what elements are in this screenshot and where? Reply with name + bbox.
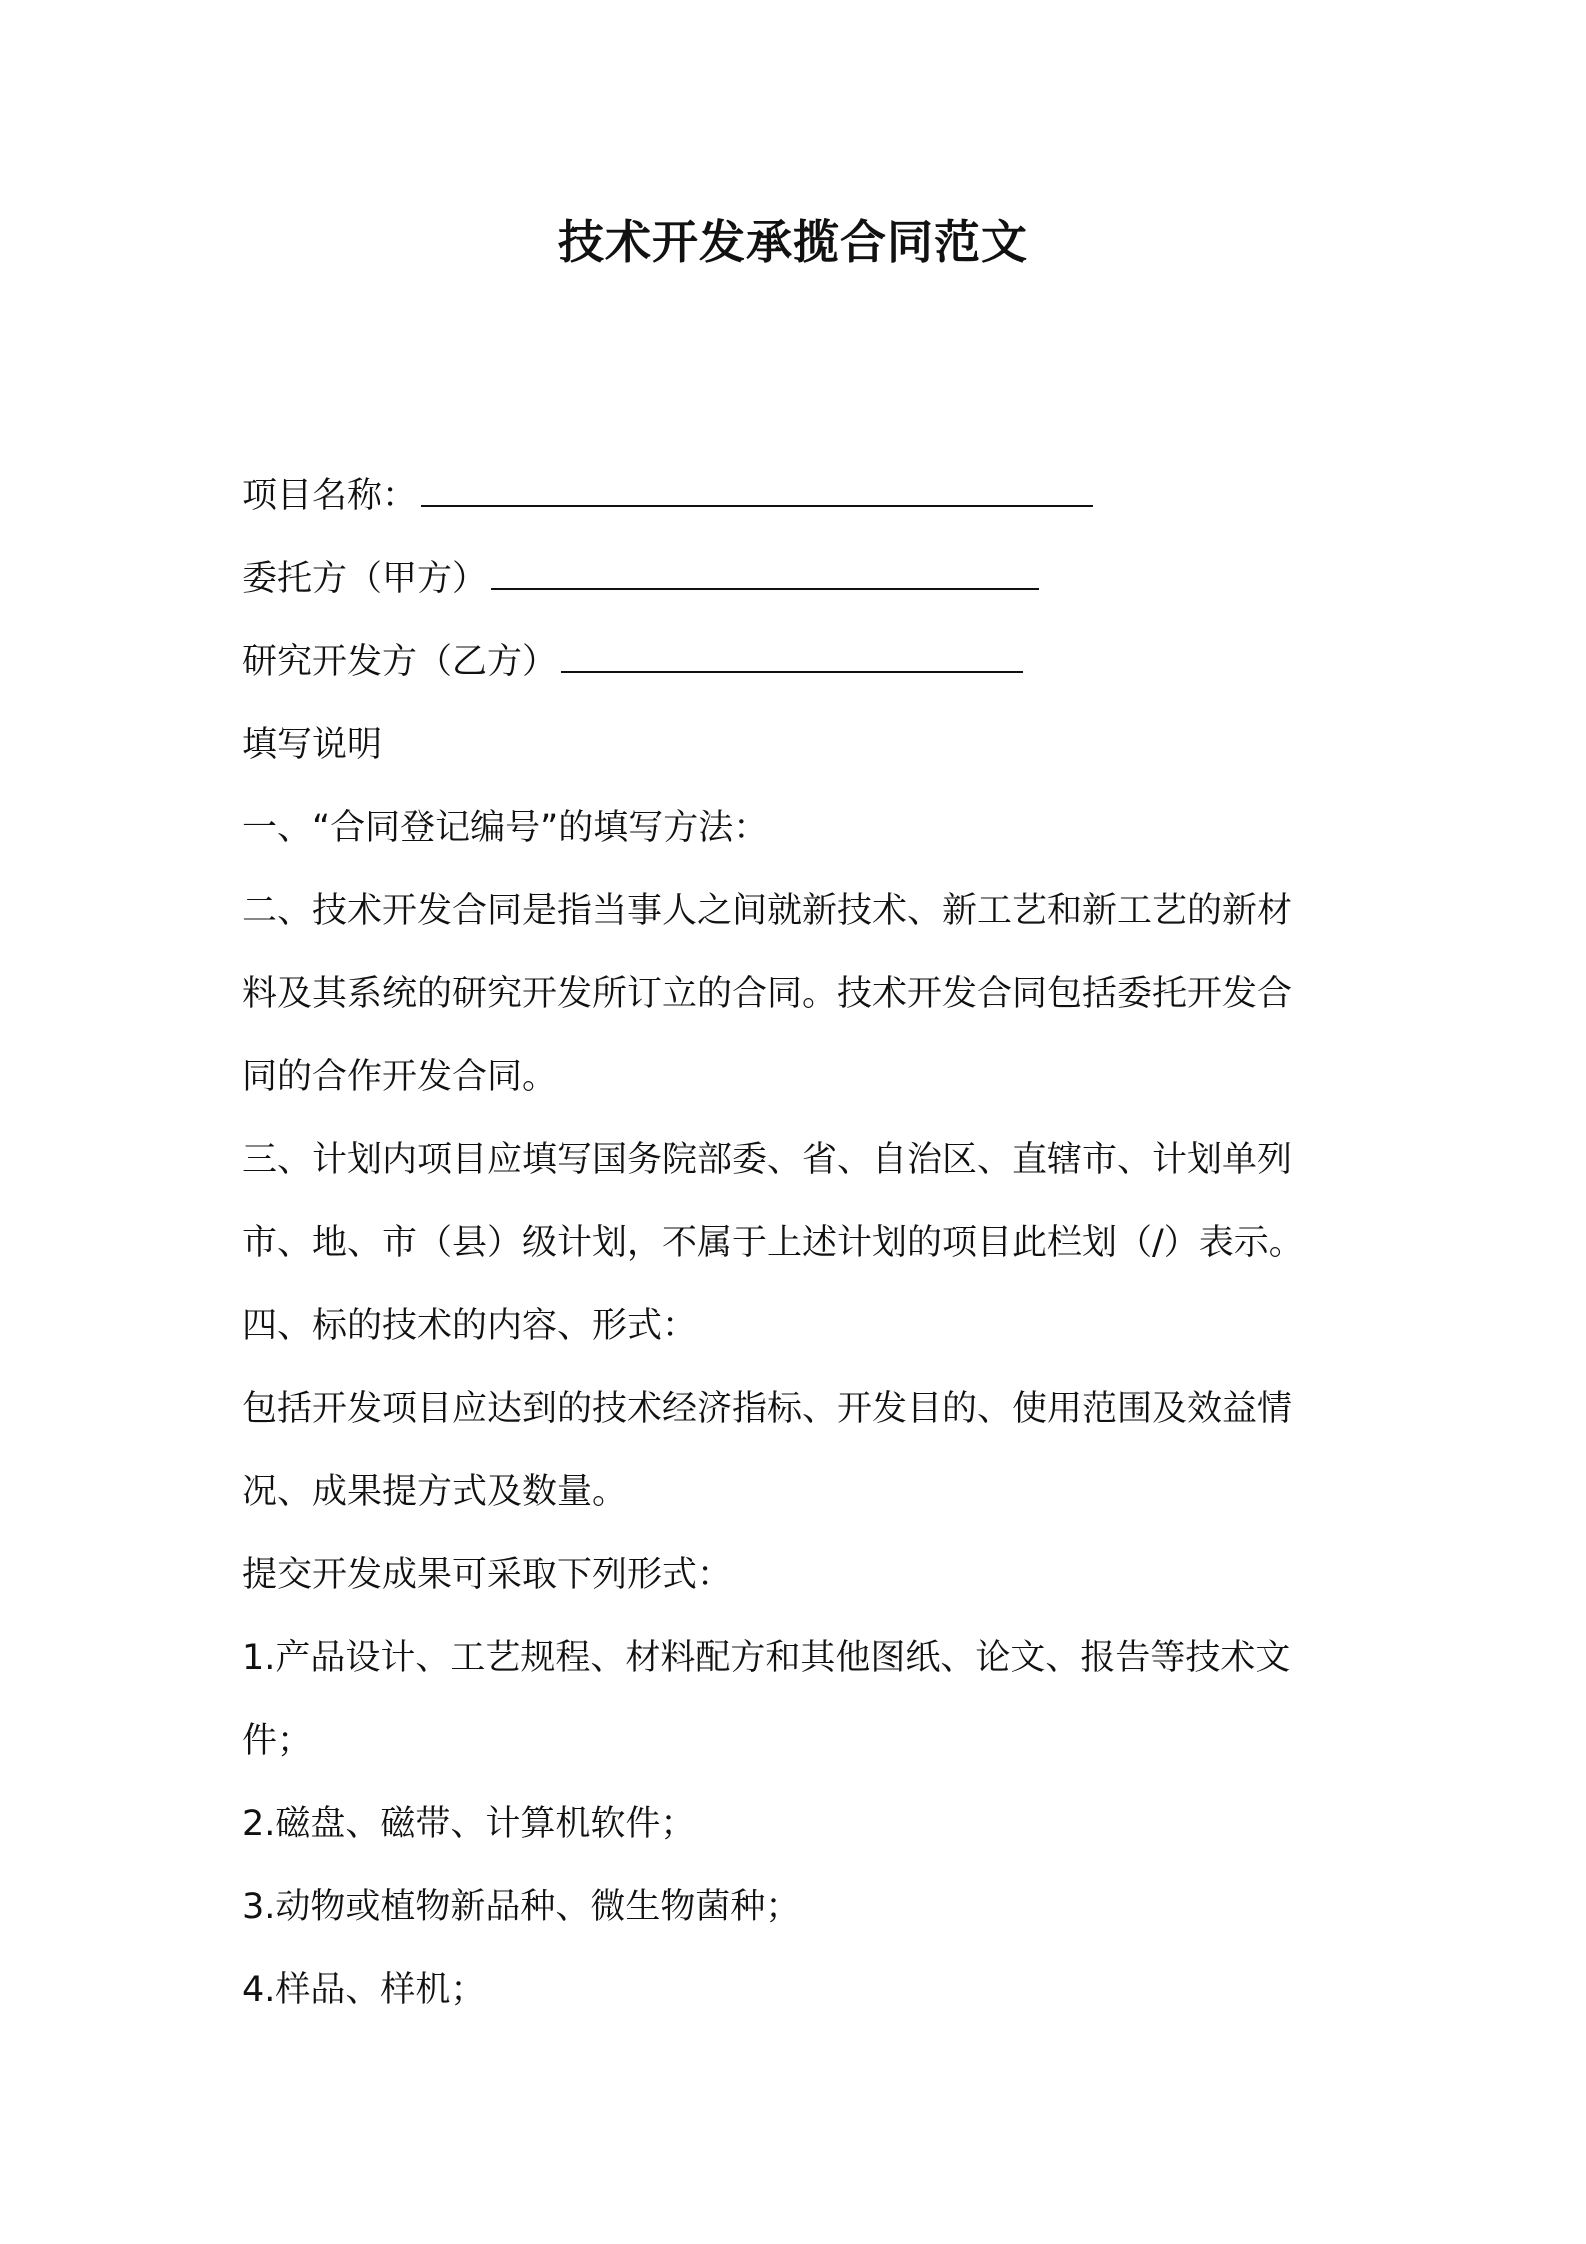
client-field	[242, 538, 1362, 621]
document-body	[242, 455, 1362, 2032]
list-item: 2.磁盘、磁带、计算机软件；	[242, 1804, 696, 1844]
instructions-heading: 填写说明	[242, 725, 383, 765]
body-line: 料及其系统的研究开发所订立的合同。技术开发合同包括委托开发合	[242, 974, 1293, 1014]
body-line: 市、地、市（县）级计划，不属于上述计划的项目此栏划（/）表示。	[242, 1223, 1304, 1263]
developer-field	[242, 621, 1362, 704]
body-line: 二、技术开发合同是指当事人之间就新技术、新工艺和新工艺的新材	[242, 891, 1293, 931]
body-line: 况、成果提方式及数量。	[242, 1472, 628, 1512]
client-blank[interactable]	[491, 562, 1039, 590]
body-line: 同的合作开发合同。	[242, 1057, 558, 1097]
list-item: 1.产品设计、工艺规程、材料配方和其他图纸、论文、报告等技术文	[242, 1638, 1291, 1678]
project-name-label: 项目名称：	[242, 476, 418, 516]
body-line: 包括开发项目应达到的技术经济指标、开发目的、使用范围及效益情	[242, 1389, 1293, 1429]
body-line: 提交开发成果可采取下列形式：	[242, 1555, 733, 1595]
project-name-blank[interactable]	[421, 479, 1093, 507]
body-line: 四、标的技术的内容、形式：	[242, 1306, 698, 1346]
body-line: 三、计划内项目应填写国务院部委、省、自治区、直辖市、计划单列	[242, 1140, 1293, 1180]
list-item: 件；	[242, 1721, 313, 1761]
client-label: 委托方（甲方）	[242, 559, 488, 599]
list-item: 3.动物或植物新品种、微生物菌种；	[242, 1887, 801, 1927]
list-item: 4.样品、样机；	[242, 1970, 486, 2010]
project-name-field	[242, 455, 1362, 538]
developer-label: 研究开发方（乙方）	[242, 642, 558, 682]
document-title: 技术开发承揽合同范文	[558, 215, 1028, 269]
body-line: 一、“合同登记编号”的填写方法：	[242, 808, 769, 848]
developer-blank[interactable]	[561, 645, 1023, 673]
